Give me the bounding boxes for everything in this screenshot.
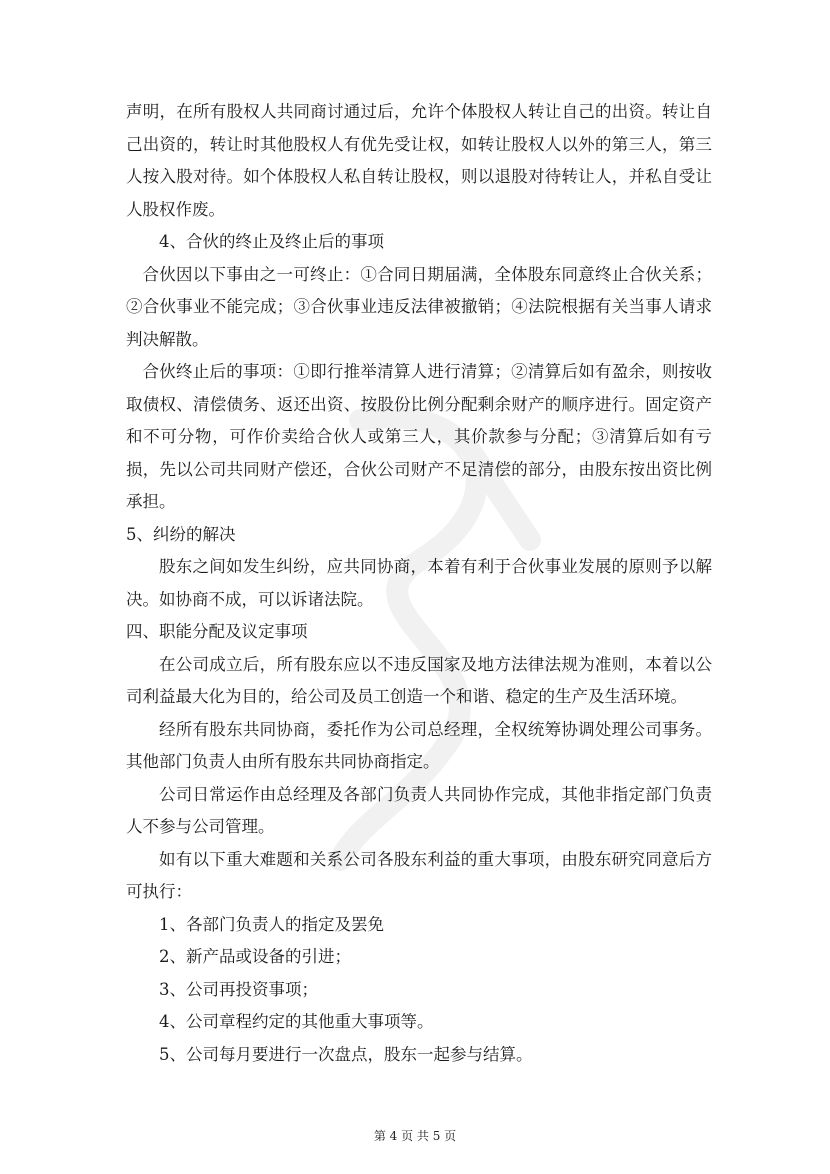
paragraph-daily-operations: 公司日常运作由总经理及各部门负责人共同协作完成，其他非指定部门负责人不参与公司管理。 xyxy=(126,784,712,836)
paragraph-termination-causes: 合伙因以下事由之一可终止：①合同日期届满，全体股东同意终止合伙关系；②合伙事业不能完成；③合伙事业违反法律被撤销；④法院根据有关当事人请求判决解散。 xyxy=(126,264,712,349)
document-body xyxy=(126,96,712,1071)
list-item: 1、各部门负责人的指定及罢免 xyxy=(159,914,384,934)
paragraph-general-manager: 经所有股东共同协商，委托作为公司总经理，全权统筹协调处理公司事务。其他部门负责人由所有股东共同协商指定。 xyxy=(126,719,712,771)
major-matters-list xyxy=(126,909,712,1072)
heading-duties-allocation: 四、职能分配及议定事项 xyxy=(126,622,308,641)
list-item: 4、公司章程约定的其他重大事项等。 xyxy=(159,1012,434,1031)
list-item: 2、新产品或设备的引进； xyxy=(159,947,351,966)
paragraph-post-termination: 合伙终止后的事项：①即行推举清算人进行清算；②清算后如有盈余，则按收取债权、清偿债务、返还出资、按股份比例分配剩余财产的顺序进行。固定资产和不可分物，可作价卖给合伙人或第三人，其价款参与分配；③清算后如有亏损，先以公司共同财产偿还，合伙公司财产不足清偿的部分，由股东按出资比例承担。 xyxy=(126,362,712,511)
paragraph-dispute-resolution: 股东之间如发生纠纷，应共同协商，本着有利于合伙事业发展的原则予以解决。如协商不成，可以诉诸法院。 xyxy=(126,557,712,609)
paragraph-share-transfer: 声明，在所有股权人共同商讨通过后，允许个体股权人转让自己的出资。转让自己出资的，转让时其他股权人有优先受让权，如转让股权人以外的第三人，第三人按入股对待。如个体股权人私自转让股权，则以退股对待转让人，并私自受让人股权作废。 xyxy=(126,102,712,219)
list-item: 5、公司每月要进行一次盘点，股东一起参与结算。 xyxy=(159,1044,533,1064)
heading-dispute-resolution: 5、纠纷的解决 xyxy=(126,524,236,544)
list-item: 3、公司再投资事项； xyxy=(159,979,318,999)
page-number-footer: 第 4 页 共 5 页 xyxy=(373,1129,457,1143)
paragraph-major-matters: 如有以下重大难题和关系公司各股东利益的重大事项，由股东研究同意后方可执行： xyxy=(126,849,712,901)
heading-partnership-termination: 4、合伙的终止及终止后的事项 xyxy=(159,232,384,251)
paragraph-company-principles: 在公司成立后，所有股东应以不违反国家及地方法律法规为准则，本着以公司利益最大化为目的，给公司及员工创造一个和谐、稳定的生产及生活环境。 xyxy=(126,654,712,706)
